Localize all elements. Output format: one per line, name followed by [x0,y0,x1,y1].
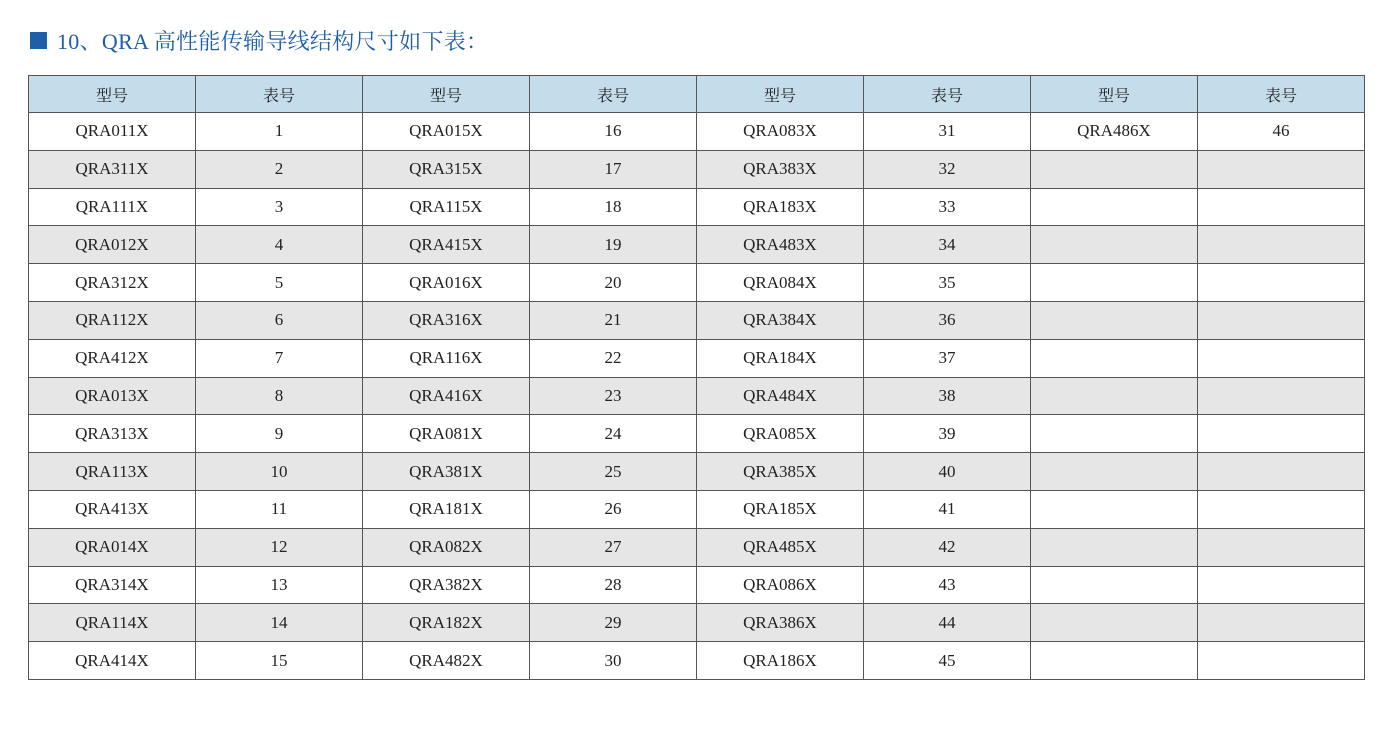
model-cell: QRA414X [29,642,196,680]
table-number-cell [1198,188,1365,226]
model-cell: QRA082X [363,528,530,566]
table-number-cell: 21 [530,301,697,339]
table-row [29,415,1365,453]
table-number-cell: 33 [864,188,1031,226]
model-cell: QRA081X [363,415,530,453]
table-number-cell: 19 [530,226,697,264]
model-cell [1031,604,1198,642]
table-number-cell: 32 [864,150,1031,188]
table-header [29,76,1365,113]
table-number-cell [1198,226,1365,264]
model-cell [1031,301,1198,339]
table-number-cell [1198,528,1365,566]
column-header-model: 型号 [29,76,196,113]
table-number-cell: 10 [196,453,363,491]
table-number-cell: 20 [530,264,697,302]
column-header-table-number: 表号 [196,76,363,113]
table-number-cell [1198,415,1365,453]
model-cell [1031,264,1198,302]
table-number-cell: 26 [530,490,697,528]
table-number-cell [1198,642,1365,680]
model-cell: QRA116X [363,339,530,377]
model-cell: QRA386X [697,604,864,642]
table-number-cell: 17 [530,150,697,188]
table-number-cell: 14 [196,604,363,642]
table-number-cell: 16 [530,113,697,151]
table-number-cell: 15 [196,642,363,680]
table-number-cell [1198,339,1365,377]
table-number-cell: 9 [196,415,363,453]
table-number-cell: 35 [864,264,1031,302]
model-cell: QRA012X [29,226,196,264]
model-cell: QRA114X [29,604,196,642]
table-number-cell [1198,604,1365,642]
model-cell: QRA311X [29,150,196,188]
model-cell: QRA086X [697,566,864,604]
model-cell: QRA013X [29,377,196,415]
model-cell: QRA112X [29,301,196,339]
model-cell [1031,490,1198,528]
model-cell: QRA113X [29,453,196,491]
model-cell: QRA011X [29,113,196,151]
model-cell: QRA182X [363,604,530,642]
table-number-cell: 29 [530,604,697,642]
model-cell: QRA084X [697,264,864,302]
model-cell: QRA484X [697,377,864,415]
model-cell: QRA416X [363,377,530,415]
model-cell: QRA383X [697,150,864,188]
model-cell: QRA482X [363,642,530,680]
square-bullet-icon [30,32,47,49]
table-number-cell: 30 [530,642,697,680]
table-number-cell [1198,453,1365,491]
table-number-cell: 37 [864,339,1031,377]
table-row [29,642,1365,680]
column-header-model: 型号 [363,76,530,113]
table-row [29,150,1365,188]
model-cell: QRA316X [363,301,530,339]
table-number-cell: 42 [864,528,1031,566]
table-row [29,528,1365,566]
model-cell: QRA313X [29,415,196,453]
model-cell: QRA486X [1031,113,1198,151]
model-cell: QRA083X [697,113,864,151]
model-cell: QRA183X [697,188,864,226]
table-row [29,490,1365,528]
table-row [29,604,1365,642]
model-cell: QRA485X [697,528,864,566]
model-cell: QRA312X [29,264,196,302]
table-number-cell: 6 [196,301,363,339]
table-number-cell: 44 [864,604,1031,642]
table-number-cell: 45 [864,642,1031,680]
table-number-cell: 4 [196,226,363,264]
model-cell: QRA115X [363,188,530,226]
table-number-cell [1198,566,1365,604]
table-number-cell: 40 [864,453,1031,491]
section-title: 10、QRA 高性能传输导线结构尺寸如下表： [57,28,489,54]
table-number-cell: 22 [530,339,697,377]
model-cell [1031,339,1198,377]
table-number-cell: 3 [196,188,363,226]
table-number-cell: 27 [530,528,697,566]
model-cell: QRA315X [363,150,530,188]
column-header-model: 型号 [1031,76,1198,113]
table-number-cell: 18 [530,188,697,226]
table-number-cell: 41 [864,490,1031,528]
table-number-cell: 34 [864,226,1031,264]
table-body [29,113,1365,680]
model-cell: QRA016X [363,264,530,302]
table-row [29,566,1365,604]
model-cell: QRA185X [697,490,864,528]
table-number-cell: 2 [196,150,363,188]
column-header-table-number: 表号 [864,76,1031,113]
table-number-cell [1198,264,1365,302]
model-cell: QRA014X [29,528,196,566]
table-number-cell: 38 [864,377,1031,415]
table-row [29,339,1365,377]
model-cell: QRA413X [29,490,196,528]
table-row [29,377,1365,415]
model-cell: QRA381X [363,453,530,491]
model-cell: QRA483X [697,226,864,264]
table-number-cell: 8 [196,377,363,415]
spec-table [28,75,1365,680]
model-cell [1031,453,1198,491]
table-row [29,113,1365,151]
table-number-cell [1198,301,1365,339]
table-number-cell: 36 [864,301,1031,339]
model-cell: QRA314X [29,566,196,604]
table-number-cell [1198,490,1365,528]
section-heading [30,24,488,56]
table-row [29,188,1365,226]
model-cell: QRA382X [363,566,530,604]
model-cell: QRA415X [363,226,530,264]
model-cell [1031,226,1198,264]
model-cell: QRA385X [697,453,864,491]
model-cell: QRA384X [697,301,864,339]
model-cell [1031,150,1198,188]
model-cell [1031,642,1198,680]
table-number-cell: 39 [864,415,1031,453]
model-cell: QRA181X [363,490,530,528]
table-number-cell [1198,377,1365,415]
model-cell: QRA085X [697,415,864,453]
table-number-cell: 11 [196,490,363,528]
table-number-cell: 13 [196,566,363,604]
table-number-cell: 24 [530,415,697,453]
table-row [29,226,1365,264]
model-cell: QRA186X [697,642,864,680]
model-cell: QRA412X [29,339,196,377]
table-number-cell: 31 [864,113,1031,151]
model-cell [1031,377,1198,415]
table-row [29,301,1365,339]
model-cell [1031,528,1198,566]
table-number-cell: 25 [530,453,697,491]
model-cell: QRA111X [29,188,196,226]
model-cell [1031,566,1198,604]
table-number-cell: 5 [196,264,363,302]
table-row [29,453,1365,491]
column-header-model: 型号 [697,76,864,113]
model-cell: QRA015X [363,113,530,151]
table-number-cell: 28 [530,566,697,604]
table-number-cell: 43 [864,566,1031,604]
table-number-cell [1198,150,1365,188]
table-number-cell: 1 [196,113,363,151]
table-number-cell: 23 [530,377,697,415]
column-header-table-number: 表号 [1198,76,1365,113]
table-number-cell: 7 [196,339,363,377]
column-header-table-number: 表号 [530,76,697,113]
header-row [29,76,1365,113]
model-cell: QRA184X [697,339,864,377]
table-number-cell: 12 [196,528,363,566]
model-cell [1031,188,1198,226]
table-number-cell: 46 [1198,113,1365,151]
model-cell [1031,415,1198,453]
table-row [29,264,1365,302]
